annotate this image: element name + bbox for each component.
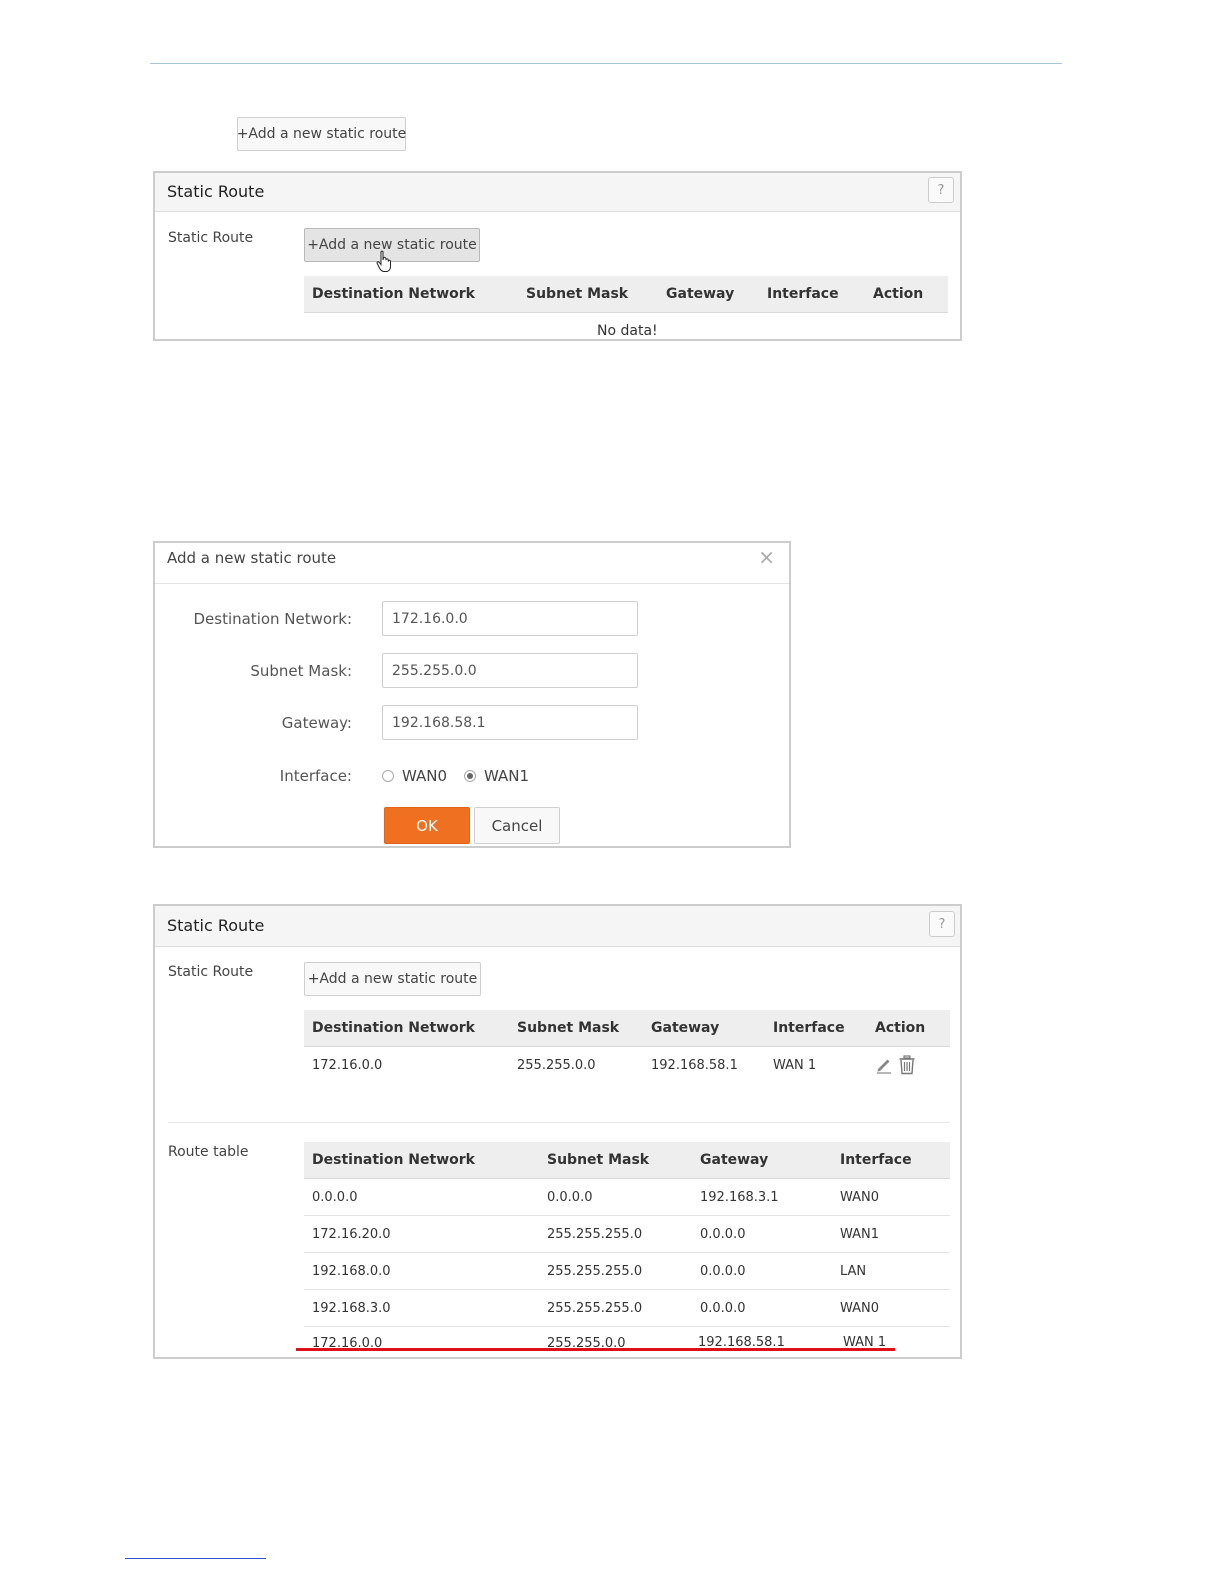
- cell-interface: LAN: [840, 1264, 867, 1279]
- col-action: Action: [873, 286, 924, 302]
- cell-subnet-mask: 255.255.255.0: [547, 1227, 643, 1242]
- cell-subnet-mask: 0.0.0.0: [547, 1190, 593, 1205]
- add-static-route-button[interactable]: +Add a new static route: [304, 228, 480, 262]
- col-interface: Interface: [840, 1152, 912, 1168]
- col-gateway: Gateway: [651, 1020, 720, 1036]
- interface-option-wan1: WAN1: [484, 767, 530, 785]
- cursor-hand-icon: [376, 250, 394, 274]
- dialog-title: Add a new static route: [167, 549, 337, 567]
- table-row: [304, 1253, 950, 1290]
- panel-title: Static Route: [167, 182, 265, 201]
- col-interface: Interface: [773, 1020, 845, 1036]
- subnet-mask-input[interactable]: [382, 653, 638, 688]
- cell-gateway: 0.0.0.0: [700, 1264, 746, 1279]
- col-action: Action: [875, 1020, 926, 1036]
- cell-gateway: 0.0.0.0: [700, 1227, 746, 1242]
- header-rule: [150, 63, 1062, 64]
- static-route-panel-populated: [153, 904, 962, 1359]
- col-subnet-mask: Subnet Mask: [547, 1152, 650, 1168]
- close-icon[interactable]: ×: [758, 545, 775, 569]
- static-route-panel-empty: [153, 171, 962, 341]
- cell-gateway: 192.168.3.1: [700, 1190, 779, 1205]
- col-interface: Interface: [767, 286, 839, 302]
- panel-header: [155, 173, 960, 212]
- help-icon[interactable]: ?: [928, 177, 954, 203]
- cell-destination: 172.16.20.0: [312, 1227, 391, 1242]
- panel-header: [155, 906, 960, 947]
- section-divider: [168, 1122, 950, 1123]
- cell-gateway: 0.0.0.0: [700, 1301, 746, 1316]
- cell-destination: 172.16.0.0: [312, 1336, 383, 1351]
- col-destination: Destination Network: [312, 286, 475, 302]
- cell-gateway: 192.168.58.1: [698, 1335, 785, 1350]
- delete-icon[interactable]: [898, 1055, 916, 1075]
- static-route-label: Static Route: [168, 230, 254, 246]
- table-row: [304, 1290, 950, 1327]
- cell-interface: WAN0: [840, 1190, 880, 1205]
- add-static-route-button-example[interactable]: +Add a new static route: [237, 117, 406, 151]
- help-icon[interactable]: ?: [929, 911, 955, 937]
- dialog-header: [155, 543, 789, 584]
- interface-label: Interface:: [279, 767, 352, 785]
- cell-interface: WAN0: [840, 1301, 880, 1316]
- gateway-label: Gateway:: [281, 714, 352, 732]
- cancel-button[interactable]: Cancel: [474, 807, 560, 844]
- table-row: [304, 1179, 950, 1216]
- table-row: [304, 1216, 950, 1253]
- col-subnet-mask: Subnet Mask: [517, 1020, 620, 1036]
- static-route-table-header: [304, 1010, 950, 1047]
- col-gateway: Gateway: [700, 1152, 769, 1168]
- empty-table-message: No data!: [597, 323, 658, 339]
- destination-network-input[interactable]: [382, 601, 638, 636]
- highlight-underline: [296, 1348, 895, 1351]
- cell-subnet-mask: 255.255.255.0: [547, 1301, 643, 1316]
- footer-rule: [125, 1558, 266, 1559]
- add-static-route-dialog: [153, 541, 791, 848]
- col-destination: Destination Network: [312, 1152, 475, 1168]
- cell-destination: 192.168.3.0: [312, 1301, 391, 1316]
- subnet-mask-label: Subnet Mask:: [250, 662, 352, 680]
- cell-interface: WAN 1: [773, 1058, 817, 1073]
- cell-subnet-mask: 255.255.0.0: [517, 1058, 596, 1073]
- route-table-label: Route table: [168, 1144, 249, 1160]
- interface-radio-wan0[interactable]: [382, 770, 394, 782]
- route-table-header: [304, 1142, 950, 1179]
- ok-button[interactable]: OK: [384, 807, 470, 844]
- cell-interface: WAN 1: [843, 1335, 887, 1350]
- cell-gateway: 192.168.58.1: [651, 1058, 738, 1073]
- add-static-route-button[interactable]: +Add a new static route: [304, 962, 481, 996]
- edit-icon[interactable]: [875, 1056, 893, 1074]
- destination-network-label: Destination Network:: [193, 610, 352, 628]
- panel-title: Static Route: [167, 916, 265, 935]
- cell-subnet-mask: 255.255.0.0: [547, 1336, 626, 1351]
- cell-destination: 172.16.0.0: [312, 1058, 383, 1073]
- table-row-highlighted: [304, 1327, 950, 1357]
- col-gateway: Gateway: [666, 286, 735, 302]
- cell-subnet-mask: 255.255.255.0: [547, 1264, 643, 1279]
- interface-option-wan0: WAN0: [402, 767, 448, 785]
- cell-destination: 0.0.0.0: [312, 1190, 358, 1205]
- col-subnet-mask: Subnet Mask: [526, 286, 629, 302]
- interface-radio-wan1[interactable]: [464, 770, 476, 782]
- static-route-table-header: [304, 276, 948, 313]
- cell-destination: 192.168.0.0: [312, 1264, 391, 1279]
- gateway-input[interactable]: [382, 705, 638, 740]
- cell-interface: WAN1: [840, 1227, 880, 1242]
- static-route-label: Static Route: [168, 964, 254, 980]
- col-destination: Destination Network: [312, 1020, 475, 1036]
- table-row: [304, 1047, 950, 1084]
